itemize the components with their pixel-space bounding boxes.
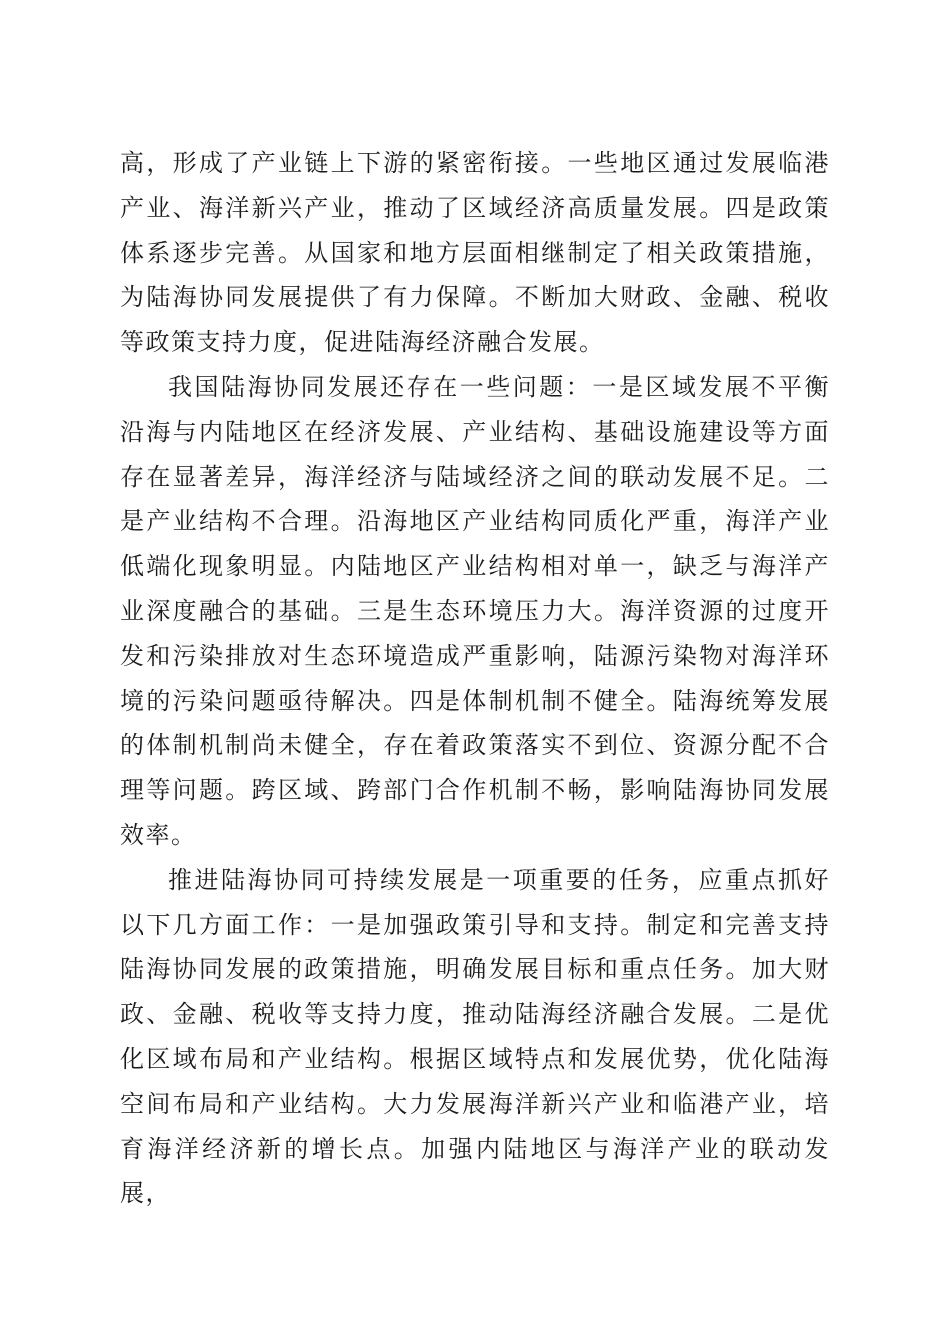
- paragraph-problems: 我国陆海协同发展还存在一些问题：一是区域发展不平衡沿海与内陆地区在经济发展、产业结构、基础设施建设等方面存在显著差异，海洋经济与陆域经济之间的联动发展不足。二是产业结构不合理。沿海地区产业结构同质化严重，海洋产业低端化现象明显。内陆地区产业结构相对单一，缺乏与海洋产业深度融合的基础。三是生态环境压力大。海洋资源的过度开发和污染排放对生态环境造成严重影响，陆源污染物对海洋环境的污染问题亟待解决。四是体制机制不健全。陆海统筹发展的体制机制尚未健全，存在着政策落实不到位、资源分配不合理等问题。跨区域、跨部门合作机制不畅，影响陆海协同发展效率。: [120, 372, 830, 849]
- document-body: [120, 141, 830, 1216]
- paragraph-continuation: 高，形成了产业链上下游的紧密衔接。一些地区通过发展临港产业、海洋新兴产业，推动了区域经济高质量发展。四是政策体系逐步完善。从国家和地方层面相继制定了相关政策措施，为陆海协同发展提供了有力保障。不断加大财政、金融、税收等政策支持力度，促进陆海经济融合发展。: [120, 149, 830, 357]
- paragraph-measures: 推进陆海协同可持续发展是一项重要的任务，应重点抓好以下几方面工作：一是加强政策引导和支持。制定和完善支持陆海协同发展的政策措施，明确发展目标和重点任务。加大财政、金融、税收等支持力度，推动陆海经济融合发展。二是优化区域布局和产业结构。根据区域特点和发展优势，优化陆海空间布局和产业结构。大力发展海洋新兴产业和临港产业，培育海洋经济新的增长点。加强内陆地区与海洋产业的联动发展，: [120, 865, 830, 1208]
